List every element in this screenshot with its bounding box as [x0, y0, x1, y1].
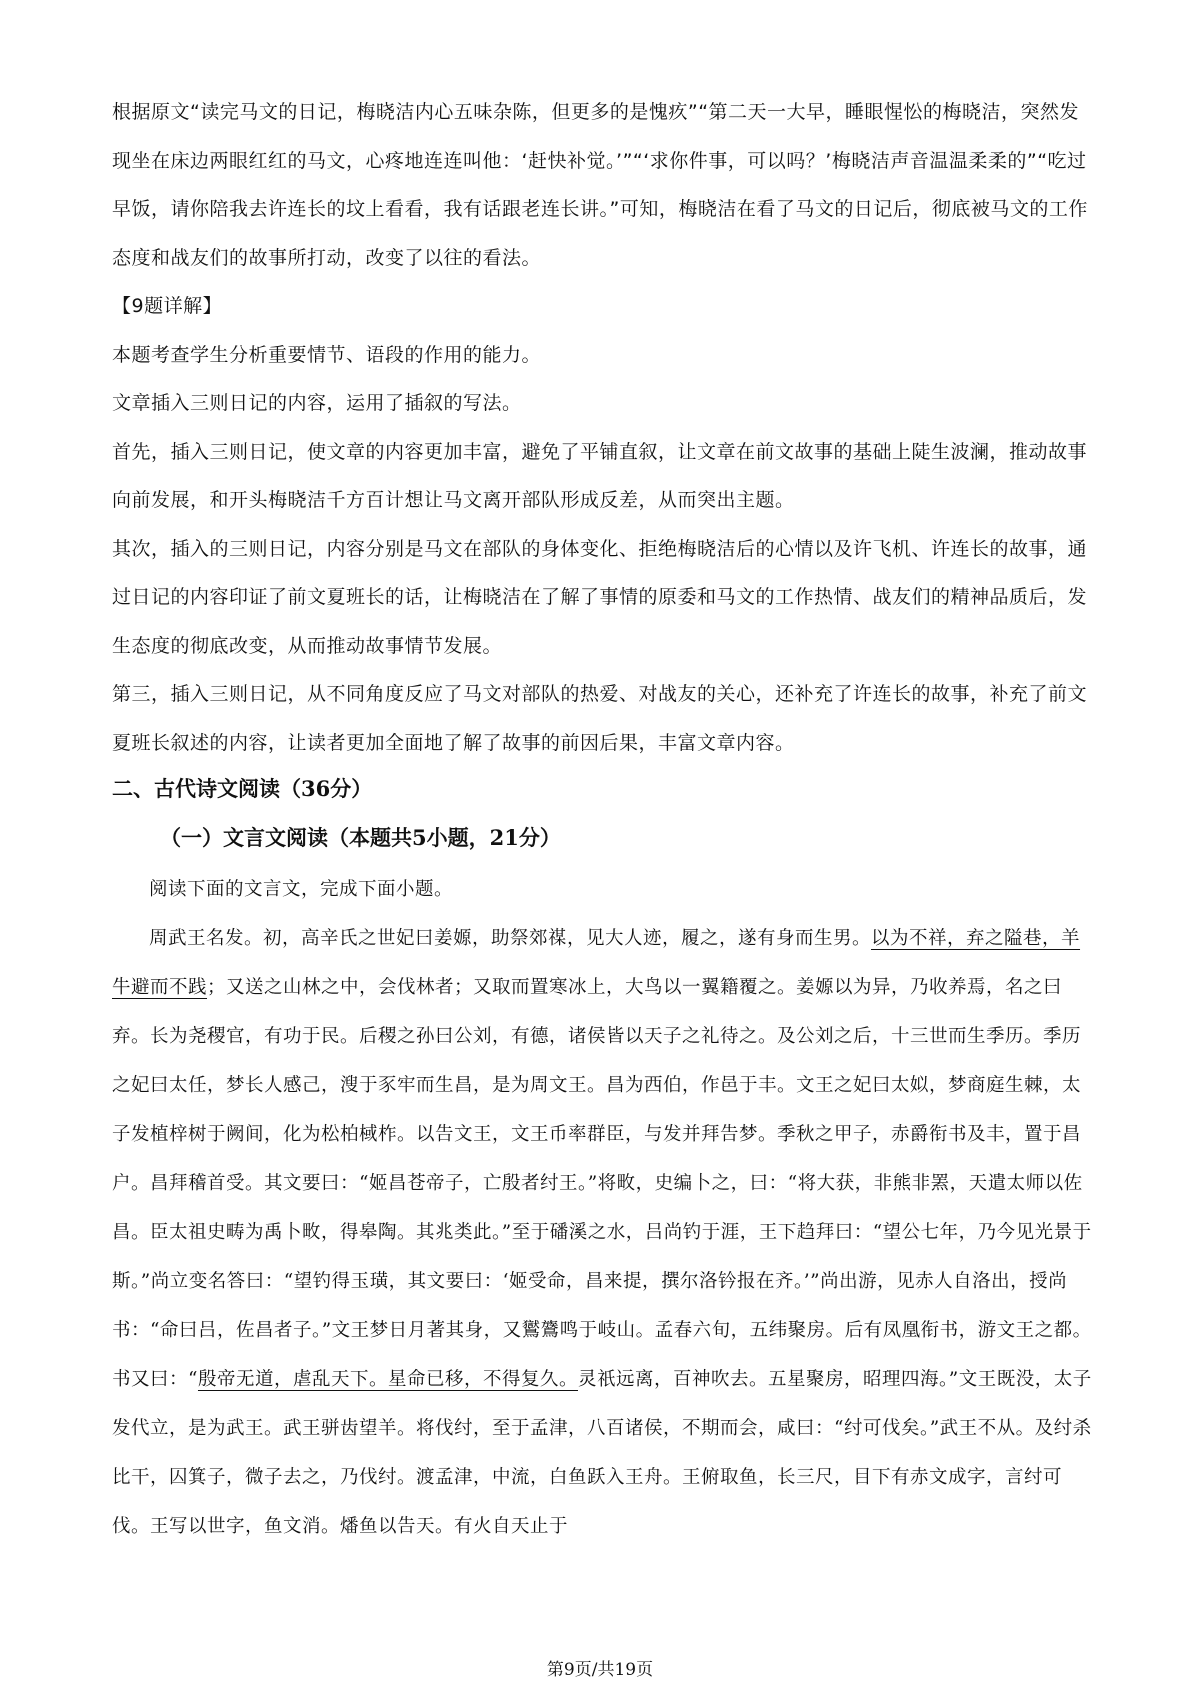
q9-line: 第三，插入三则日记，从不同角度反应了马文对部队的热爱、对战友的关心，还补充了许连长的故事，补充了前文夏班长叙述的内容，让读者更加全面地了解了故事的前因后果，丰富文章内容。 — [112, 683, 1088, 754]
answer-analysis — [112, 88, 1092, 767]
reading-instruction: 阅读下面的文言文，完成下面小题。 — [149, 879, 454, 900]
sub-section-title: （一）文言文阅读（本题共5小题，21分） — [160, 825, 561, 850]
page-number: 第9页/共19页 — [546, 1660, 654, 1680]
passage-part: ；又送之山林之中，会伐林者；又取而置寒冰上，大鸟以一翼籍覆之。姜嫄以为异，乃收养焉，名之曰弃。长为尧稷官，有功于民。后稷之孙曰公刘，有德，诸侯皆以天子之礼待之。及公刘之后，十三世而生季历。季历之妃曰太任，梦长人感己，溲于豕牢而生昌，是为周文王。昌为西伯，作邑于丰。文王之妃曰太姒，梦商庭生棘，太子发植梓树于阙间，化为松柏棫柞。以告文王，文王币率群臣，与发并拜告梦。季秋之甲子，赤爵衔书及丰，置于昌户。昌拜稽首受。其文要曰：“姬昌苍帝子，亡殷者纣王。”将畋，史编卜之，曰：“将大获，非熊非罴，天遣太师以佐昌。臣太祖史畴为禹卜畋，得皋陶。其兆类此。”至于磻溪之水，吕尚钓于涯，王下趋拜曰：“望公七年，乃今见光景于斯。”尚立变名答曰：“望钓得玉璜，其文要曰：‘姬受命，昌来提，撰尔洛钤报在齐。’”尚出游，见赤人自洛出，授尚书：“命曰吕，佐昌者子。”文王梦日月著其身，又鸑鷟鸣于岐山。孟春六旬，五纬聚房。后有凤凰衔书，游文王之都。书又曰：“ — [112, 977, 1092, 1390]
classical-passage — [112, 865, 1097, 1551]
underlined-sentence: 以为不祥，弃之隘巷，羊牛避而不践 — [112, 928, 1081, 998]
analysis-paragraph: 根据原文“读完马文的日记，梅晓洁内心五味杂陈，但更多的是愧疚”“第二天一大早，睡眼惺忪的梅晓洁，突然发现坐在床边两眼红红的马文，心疼地连连叫他：‘赶快补觉。’”“‘求你件事，可以吗？’梅晓洁声音温温柔柔的”“吃过早饭，请你陪我去许连长的坟上看看，我有话跟老连长讲。”可知，梅晓洁在看了马文的日记后，彻底被马文的工作态度和战友们的故事所打动，改变了以往的看法。 — [112, 101, 1088, 269]
q9-line: 首先，插入三则日记，使文章的内容更加丰富，避免了平铺直叙，让文章在前文故事的基础上陡生波澜，推动故事向前发展，和开头梅晓洁千方百计想让马文离开部队形成反差，从而突出主题。 — [112, 440, 1088, 511]
q9-line: 本题考查学生分析重要情节、语段的作用的能力。 — [112, 343, 542, 366]
passage-part: 灵祇远离，百神吹去。五星聚房，昭理四海。”文王既没，太子发代立，是为武王。武王骈齿望羊。将伐纣，至于孟津，八百诸侯，不期而会，咸曰：“纣可伐矣。”武王不从。及纣杀比干，囚箕子，微子去之，乃伐纣。渡孟津，中流，白鱼跃入王舟。王俯取鱼，长三尺，目下有赤文成字，言纣可伐。王写以世字，鱼文消。燔鱼以告天。有火自天止于 — [112, 1369, 1092, 1537]
underlined-sentence: 殷帝无道，虐乱天下。星命已移，不得复久。 — [197, 1369, 578, 1390]
section-title: 二、古代诗文阅读（36分） — [112, 776, 373, 801]
passage-text — [112, 914, 1097, 1551]
passage-part: 周武王名发。初，高辛氏之世妃曰姜嫄，助祭郊禖，见大人迹，履之，遂有身而生男。 — [149, 928, 872, 949]
q9-line: 文章插入三则日记的内容，运用了插叙的写法。 — [112, 392, 522, 414]
q9-line: 其次，插入的三则日记，内容分别是马文在部队的身体变化、拒绝梅晓洁后的心情以及许飞机、许连长的故事，通过日记的内容印证了前文夏班长的话，让梅晓洁在了解了事情的原委和马文的工作热情、战友们的精神品质后，发生态度的彻底改变，从而推动故事情节发展。 — [112, 537, 1088, 657]
q9-heading: 【9题详解】 — [112, 295, 223, 317]
